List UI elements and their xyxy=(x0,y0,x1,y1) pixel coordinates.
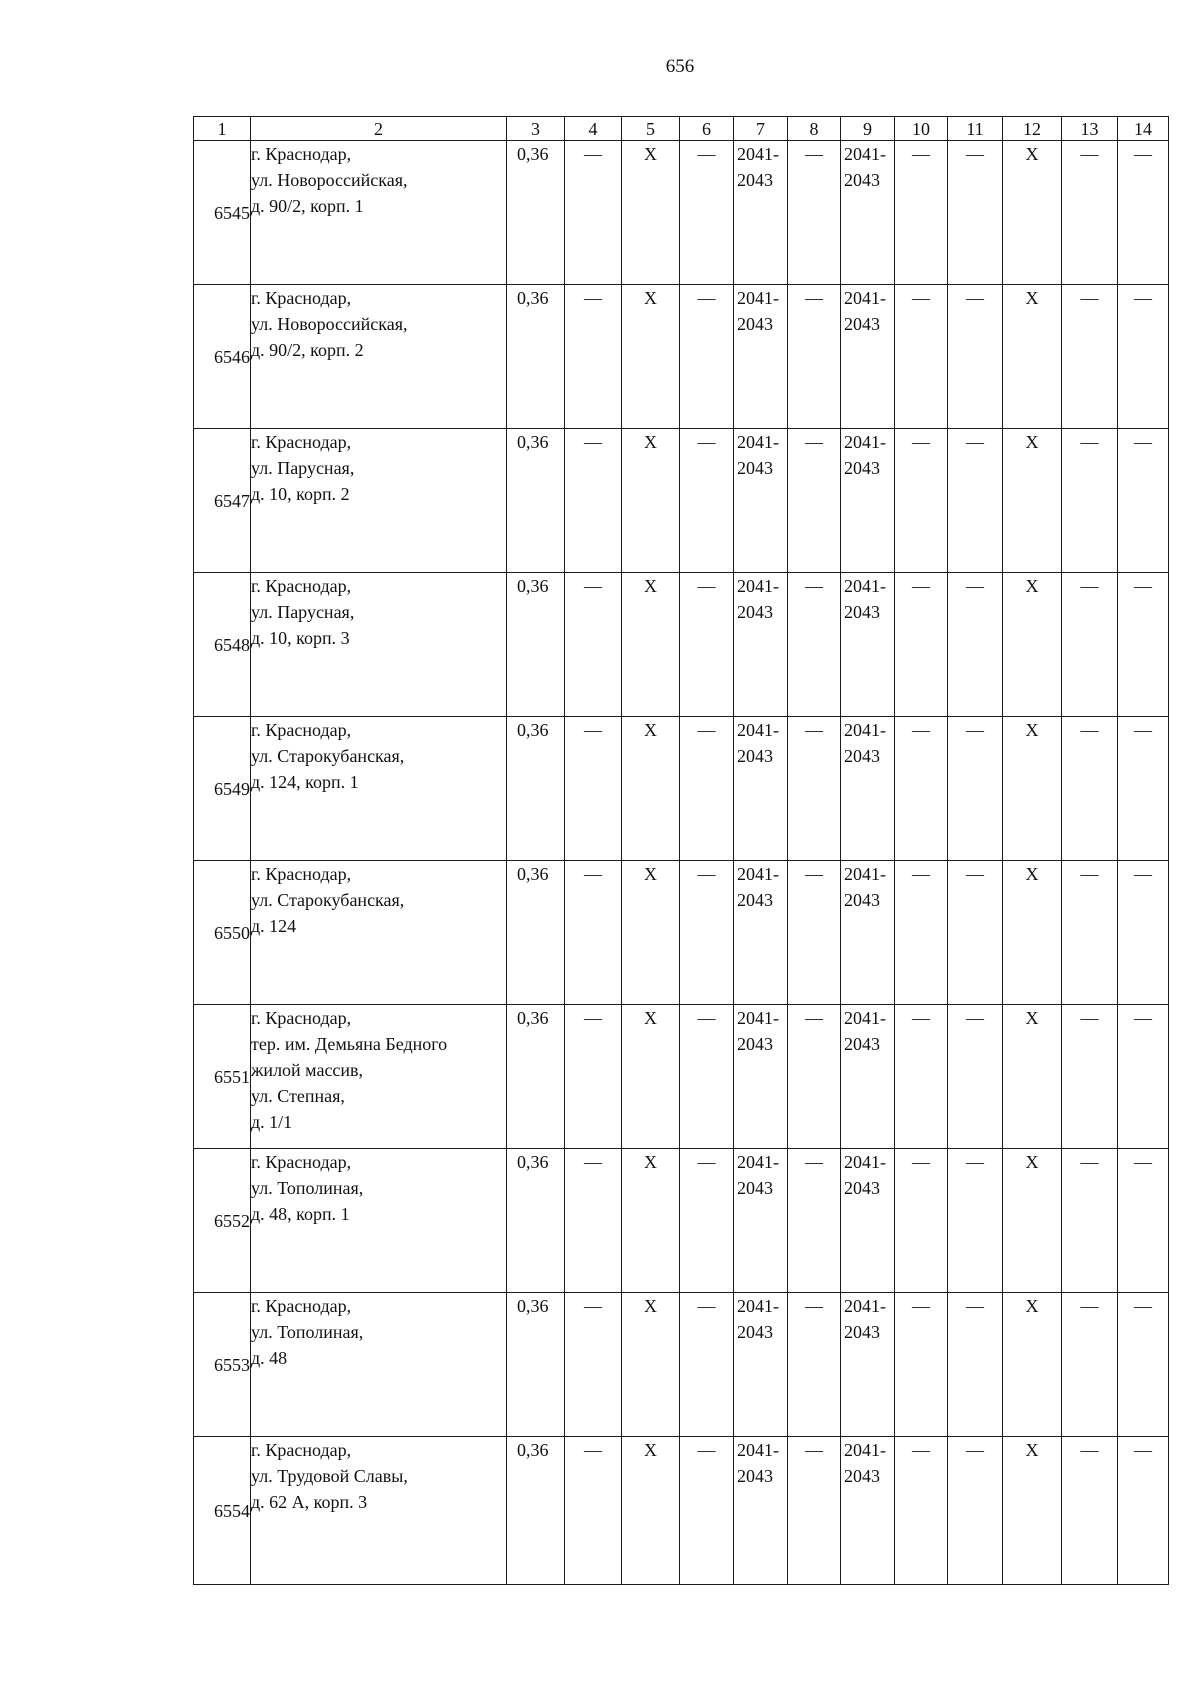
column-header-10: 10 xyxy=(895,117,948,141)
col9-period-cell: 2041- 2043 xyxy=(841,861,895,1005)
table-row xyxy=(194,1005,1169,1149)
column-header-7: 7 xyxy=(734,117,788,141)
col14-cell: — xyxy=(1118,429,1169,573)
rate-cell: 0,36 xyxy=(507,1149,565,1293)
col7-period-cell: 2041- 2043 xyxy=(734,141,788,285)
col12-cell: X xyxy=(1003,717,1062,861)
col13-cell: — xyxy=(1062,861,1118,1005)
col5-cell: X xyxy=(622,861,680,1005)
col11-cell: — xyxy=(948,1437,1003,1585)
row-number: 6551 xyxy=(194,1005,251,1149)
table-row xyxy=(194,1149,1169,1293)
column-header-11: 11 xyxy=(948,117,1003,141)
col11-cell: — xyxy=(948,1149,1003,1293)
col6-cell: — xyxy=(680,141,734,285)
row-number: 6547 xyxy=(194,429,251,573)
table-row xyxy=(194,573,1169,717)
col5-cell: X xyxy=(622,1437,680,1585)
col6-cell: — xyxy=(680,573,734,717)
col6-cell: — xyxy=(680,1149,734,1293)
rate-cell: 0,36 xyxy=(507,717,565,861)
col14-cell: — xyxy=(1118,717,1169,861)
col4-cell: — xyxy=(565,861,622,1005)
col10-cell: — xyxy=(895,717,948,861)
col12-cell: X xyxy=(1003,1005,1062,1149)
col11-cell: — xyxy=(948,1293,1003,1437)
rate-cell: 0,36 xyxy=(507,1005,565,1149)
col10-cell: — xyxy=(895,141,948,285)
rate-cell: 0,36 xyxy=(507,573,565,717)
col4-cell: — xyxy=(565,1437,622,1585)
row-number: 6545 xyxy=(194,141,251,285)
col6-cell: — xyxy=(680,1437,734,1585)
col11-cell: — xyxy=(948,285,1003,429)
rate-cell: 0,36 xyxy=(507,285,565,429)
col11-cell: — xyxy=(948,1005,1003,1149)
col9-period-cell: 2041- 2043 xyxy=(841,717,895,861)
col4-cell: — xyxy=(565,429,622,573)
rate-cell: 0,36 xyxy=(507,1293,565,1437)
col13-cell: — xyxy=(1062,1437,1118,1585)
col13-cell: — xyxy=(1062,141,1118,285)
column-header-6: 6 xyxy=(680,117,734,141)
col13-cell: — xyxy=(1062,717,1118,861)
rate-cell: 0,36 xyxy=(507,1437,565,1585)
col5-cell: X xyxy=(622,429,680,573)
rate-cell: 0,36 xyxy=(507,141,565,285)
row-number: 6548 xyxy=(194,573,251,717)
col7-period-cell: 2041- 2043 xyxy=(734,429,788,573)
col7-period-cell: 2041- 2043 xyxy=(734,1005,788,1149)
col6-cell: — xyxy=(680,429,734,573)
column-header-1: 1 xyxy=(194,117,251,141)
col8-cell: — xyxy=(788,1005,841,1149)
col10-cell: — xyxy=(895,573,948,717)
col6-cell: — xyxy=(680,285,734,429)
col14-cell: — xyxy=(1118,285,1169,429)
col6-cell: — xyxy=(680,861,734,1005)
row-number: 6553 xyxy=(194,1293,251,1437)
col8-cell: — xyxy=(788,285,841,429)
col7-period-cell: 2041- 2043 xyxy=(734,717,788,861)
col8-cell: — xyxy=(788,1437,841,1585)
col7-period-cell: 2041- 2043 xyxy=(734,285,788,429)
col5-cell: X xyxy=(622,1149,680,1293)
column-header-8: 8 xyxy=(788,117,841,141)
col13-cell: — xyxy=(1062,429,1118,573)
row-number: 6546 xyxy=(194,285,251,429)
col7-period-cell: 2041- 2043 xyxy=(734,573,788,717)
header-row xyxy=(194,117,1169,141)
col5-cell: X xyxy=(622,573,680,717)
col14-cell: — xyxy=(1118,141,1169,285)
col13-cell: — xyxy=(1062,1005,1118,1149)
col5-cell: X xyxy=(622,141,680,285)
col8-cell: — xyxy=(788,141,841,285)
col10-cell: — xyxy=(895,285,948,429)
register-table xyxy=(193,116,1169,1585)
col7-period-cell: 2041- 2043 xyxy=(734,861,788,1005)
col10-cell: — xyxy=(895,1005,948,1149)
col7-period-cell: 2041- 2043 xyxy=(734,1149,788,1293)
col14-cell: — xyxy=(1118,1005,1169,1149)
col7-period-cell: 2041- 2043 xyxy=(734,1437,788,1585)
col9-period-cell: 2041- 2043 xyxy=(841,429,895,573)
address-cell: г. Краснодар, ул. Трудовой Славы, д. 62 А, корп. 3 xyxy=(251,1437,507,1585)
col13-cell: — xyxy=(1062,1149,1118,1293)
address-cell: г. Краснодар, ул. Тополиная, д. 48, корп. 1 xyxy=(251,1149,507,1293)
address-cell: г. Краснодар, ул. Парусная, д. 10, корп. 2 xyxy=(251,429,507,573)
address-cell: г. Краснодар, ул. Тополиная, д. 48 xyxy=(251,1293,507,1437)
column-header-4: 4 xyxy=(565,117,622,141)
col10-cell: — xyxy=(895,1437,948,1585)
page-number: 656 xyxy=(665,56,695,77)
col4-cell: — xyxy=(565,1293,622,1437)
col10-cell: — xyxy=(895,1149,948,1293)
col11-cell: — xyxy=(948,861,1003,1005)
col12-cell: X xyxy=(1003,861,1062,1005)
address-cell: г. Краснодар, тер. им. Демьяна Бедного жилой массив, ул. Степная, д. 1/1 xyxy=(251,1005,507,1149)
col8-cell: — xyxy=(788,1149,841,1293)
row-number: 6550 xyxy=(194,861,251,1005)
col4-cell: — xyxy=(565,717,622,861)
col11-cell: — xyxy=(948,717,1003,861)
col13-cell: — xyxy=(1062,573,1118,717)
col12-cell: X xyxy=(1003,141,1062,285)
col8-cell: — xyxy=(788,861,841,1005)
row-number: 6554 xyxy=(194,1437,251,1585)
column-header-14: 14 xyxy=(1118,117,1169,141)
col8-cell: — xyxy=(788,573,841,717)
col14-cell: — xyxy=(1118,1293,1169,1437)
col14-cell: — xyxy=(1118,861,1169,1005)
column-header-12: 12 xyxy=(1003,117,1062,141)
column-header-2: 2 xyxy=(251,117,507,141)
col4-cell: — xyxy=(565,573,622,717)
col12-cell: X xyxy=(1003,429,1062,573)
table-row xyxy=(194,1437,1169,1585)
col5-cell: X xyxy=(622,717,680,861)
col5-cell: X xyxy=(622,1293,680,1437)
col10-cell: — xyxy=(895,429,948,573)
col12-cell: X xyxy=(1003,1149,1062,1293)
table-row xyxy=(194,717,1169,861)
col5-cell: X xyxy=(622,285,680,429)
column-header-13: 13 xyxy=(1062,117,1118,141)
row-number: 6552 xyxy=(194,1149,251,1293)
col11-cell: — xyxy=(948,573,1003,717)
col6-cell: — xyxy=(680,1293,734,1437)
address-cell: г. Краснодар, ул. Парусная, д. 10, корп. 3 xyxy=(251,573,507,717)
col4-cell: — xyxy=(565,1005,622,1149)
col8-cell: — xyxy=(788,1293,841,1437)
address-cell: г. Краснодар, ул. Старокубанская, д. 124, корп. 1 xyxy=(251,717,507,861)
col6-cell: — xyxy=(680,717,734,861)
table-row xyxy=(194,861,1169,1005)
address-cell: г. Краснодар, ул. Старокубанская, д. 124 xyxy=(251,861,507,1005)
column-header-3: 3 xyxy=(507,117,565,141)
row-number: 6549 xyxy=(194,717,251,861)
col10-cell: — xyxy=(895,861,948,1005)
col7-period-cell: 2041- 2043 xyxy=(734,1293,788,1437)
table-row xyxy=(194,1293,1169,1437)
col14-cell: — xyxy=(1118,1437,1169,1585)
rate-cell: 0,36 xyxy=(507,861,565,1005)
col6-cell: — xyxy=(680,1005,734,1149)
address-cell: г. Краснодар, ул. Новороссийская, д. 90/2, корп. 1 xyxy=(251,141,507,285)
col9-period-cell: 2041- 2043 xyxy=(841,1149,895,1293)
col9-period-cell: 2041- 2043 xyxy=(841,1293,895,1437)
col4-cell: — xyxy=(565,1149,622,1293)
col13-cell: — xyxy=(1062,285,1118,429)
col12-cell: X xyxy=(1003,573,1062,717)
col11-cell: — xyxy=(948,429,1003,573)
col9-period-cell: 2041- 2043 xyxy=(841,285,895,429)
address-cell: г. Краснодар, ул. Новороссийская, д. 90/2, корп. 2 xyxy=(251,285,507,429)
col8-cell: — xyxy=(788,717,841,861)
col11-cell: — xyxy=(948,141,1003,285)
col13-cell: — xyxy=(1062,1293,1118,1437)
table-row xyxy=(194,429,1169,573)
col14-cell: — xyxy=(1118,573,1169,717)
table-row xyxy=(194,141,1169,285)
col14-cell: — xyxy=(1118,1149,1169,1293)
col5-cell: X xyxy=(622,1005,680,1149)
col8-cell: — xyxy=(788,429,841,573)
col9-period-cell: 2041- 2043 xyxy=(841,1005,895,1149)
col12-cell: X xyxy=(1003,1437,1062,1585)
rate-cell: 0,36 xyxy=(507,429,565,573)
column-header-9: 9 xyxy=(841,117,895,141)
col9-period-cell: 2041- 2043 xyxy=(841,573,895,717)
col12-cell: X xyxy=(1003,285,1062,429)
col9-period-cell: 2041- 2043 xyxy=(841,1437,895,1585)
col4-cell: — xyxy=(565,141,622,285)
col4-cell: — xyxy=(565,285,622,429)
table-row xyxy=(194,285,1169,429)
col9-period-cell: 2041- 2043 xyxy=(841,141,895,285)
column-header-5: 5 xyxy=(622,117,680,141)
col10-cell: — xyxy=(895,1293,948,1437)
col12-cell: X xyxy=(1003,1293,1062,1437)
